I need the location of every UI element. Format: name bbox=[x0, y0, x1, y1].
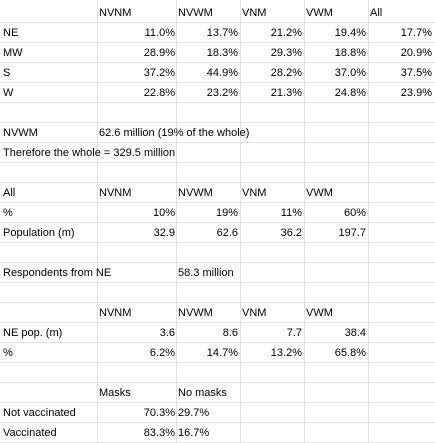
table-row bbox=[0, 423, 435, 443]
header-cell[interactable]: VNM bbox=[242, 307, 267, 319]
table-row bbox=[0, 83, 435, 103]
value-cell[interactable]: 32.9 bbox=[153, 227, 175, 239]
value-cell[interactable]: 29.7% bbox=[178, 407, 210, 419]
value-cell[interactable]: 13.2% bbox=[270, 347, 302, 359]
conclusion-cell[interactable]: Therefore the whole = 329.5 million bbox=[3, 147, 176, 159]
table-row bbox=[0, 403, 435, 423]
note-value-cell[interactable]: 62.6 million (19% of the whole) bbox=[99, 127, 250, 139]
value-cell[interactable]: 11.0% bbox=[144, 27, 175, 39]
header-cell[interactable]: VNM bbox=[242, 7, 267, 19]
row-label-cell[interactable]: Vaccinated bbox=[3, 427, 57, 439]
row-label-cell[interactable]: S bbox=[3, 67, 11, 79]
respondents-row bbox=[0, 263, 435, 283]
row-label-cell[interactable]: % bbox=[3, 347, 13, 359]
row-label-cell[interactable]: Not vaccinated bbox=[3, 407, 76, 419]
value-cell[interactable]: 20.9% bbox=[400, 47, 432, 59]
value-cell[interactable]: 24.8% bbox=[334, 87, 366, 99]
note-value-cell[interactable]: 58.3 million bbox=[178, 267, 234, 279]
value-cell[interactable]: 3.6 bbox=[159, 327, 175, 339]
value-cell[interactable]: 18.3% bbox=[206, 47, 238, 59]
table-row bbox=[0, 203, 435, 223]
value-cell[interactable]: 21.2% bbox=[270, 27, 302, 39]
header-cell[interactable]: No masks bbox=[178, 387, 227, 399]
value-cell[interactable]: 65.8% bbox=[334, 347, 366, 359]
table-row bbox=[0, 23, 435, 43]
value-cell[interactable]: 83.3% bbox=[143, 427, 175, 439]
value-cell[interactable]: 23.9% bbox=[400, 87, 432, 99]
header-cell[interactable]: NVWM bbox=[178, 307, 213, 319]
value-cell[interactable]: 16.7% bbox=[178, 427, 210, 439]
value-cell[interactable]: 14.7% bbox=[206, 347, 238, 359]
region-header-row bbox=[0, 3, 435, 23]
value-cell[interactable]: 13.7% bbox=[206, 27, 238, 39]
row-label-cell[interactable]: All bbox=[3, 187, 16, 199]
conclusion-row bbox=[0, 143, 435, 163]
value-cell[interactable]: 38.4 bbox=[344, 327, 366, 339]
row-label-cell[interactable]: MW bbox=[3, 47, 23, 59]
header-cell[interactable]: VWM bbox=[306, 307, 333, 319]
table-row bbox=[0, 343, 435, 363]
value-cell[interactable]: 19.4% bbox=[334, 27, 366, 39]
row-label-cell[interactable]: W bbox=[3, 87, 14, 99]
header-cell[interactable]: NVNM bbox=[99, 187, 132, 199]
value-cell[interactable]: 8.6 bbox=[222, 327, 238, 339]
row-label-cell[interactable]: Respondents from NE bbox=[3, 267, 112, 279]
value-cell[interactable]: 62.6 bbox=[216, 227, 238, 239]
value-cell[interactable]: 70.3% bbox=[143, 407, 175, 419]
all-header-row bbox=[0, 183, 435, 203]
row-label-cell[interactable]: NVWM bbox=[3, 127, 38, 139]
value-cell[interactable]: 11% bbox=[280, 207, 302, 219]
value-cell[interactable]: 17.7% bbox=[400, 27, 432, 39]
header-cell[interactable]: VNM bbox=[242, 187, 267, 199]
table-row bbox=[0, 43, 435, 63]
value-cell[interactable]: 37.5% bbox=[400, 67, 432, 79]
value-cell[interactable]: 18.8% bbox=[334, 47, 366, 59]
value-cell[interactable]: 197.7 bbox=[338, 227, 366, 239]
value-cell[interactable]: 22.8% bbox=[143, 87, 175, 99]
row-label-cell[interactable]: Population (m) bbox=[3, 227, 75, 239]
value-cell[interactable]: 44.9% bbox=[206, 67, 238, 79]
value-cell[interactable]: 37.2% bbox=[143, 67, 175, 79]
header-cell[interactable]: NVNM bbox=[99, 307, 132, 319]
row-label-cell[interactable]: NE pop. (m) bbox=[3, 327, 63, 339]
value-cell[interactable]: 6.2% bbox=[149, 347, 175, 359]
row-label-cell[interactable]: % bbox=[3, 207, 13, 219]
table-row bbox=[0, 323, 435, 343]
value-cell[interactable]: 28.9% bbox=[143, 47, 175, 59]
value-cell[interactable]: 19% bbox=[215, 207, 238, 219]
value-cell[interactable]: 60% bbox=[343, 207, 366, 219]
value-cell[interactable]: 29.3% bbox=[270, 47, 302, 59]
table-row bbox=[0, 223, 435, 243]
value-cell[interactable]: 7.7 bbox=[286, 327, 302, 339]
ne-header-row bbox=[0, 303, 435, 323]
table-row bbox=[0, 63, 435, 83]
value-cell[interactable]: 36.2 bbox=[280, 227, 302, 239]
row-label-cell[interactable]: NE bbox=[3, 27, 19, 39]
header-cell[interactable]: All bbox=[370, 7, 383, 19]
value-cell[interactable]: 23.2% bbox=[206, 87, 238, 99]
value-cell[interactable]: 21.3% bbox=[270, 87, 302, 99]
header-cell[interactable]: Masks bbox=[99, 387, 131, 399]
header-cell[interactable]: NVNM bbox=[99, 7, 132, 19]
header-cell[interactable]: NVWM bbox=[178, 7, 213, 19]
header-cell[interactable]: NVWM bbox=[178, 187, 213, 199]
mask-header-row bbox=[0, 383, 435, 403]
header-cell[interactable]: VWM bbox=[306, 187, 333, 199]
nvwm-note-row bbox=[0, 123, 435, 143]
value-cell[interactable]: 10% bbox=[152, 207, 175, 219]
header-cell[interactable]: VWM bbox=[306, 7, 333, 19]
value-cell[interactable]: 37.0% bbox=[334, 67, 366, 79]
value-cell[interactable]: 28.2% bbox=[270, 67, 302, 79]
